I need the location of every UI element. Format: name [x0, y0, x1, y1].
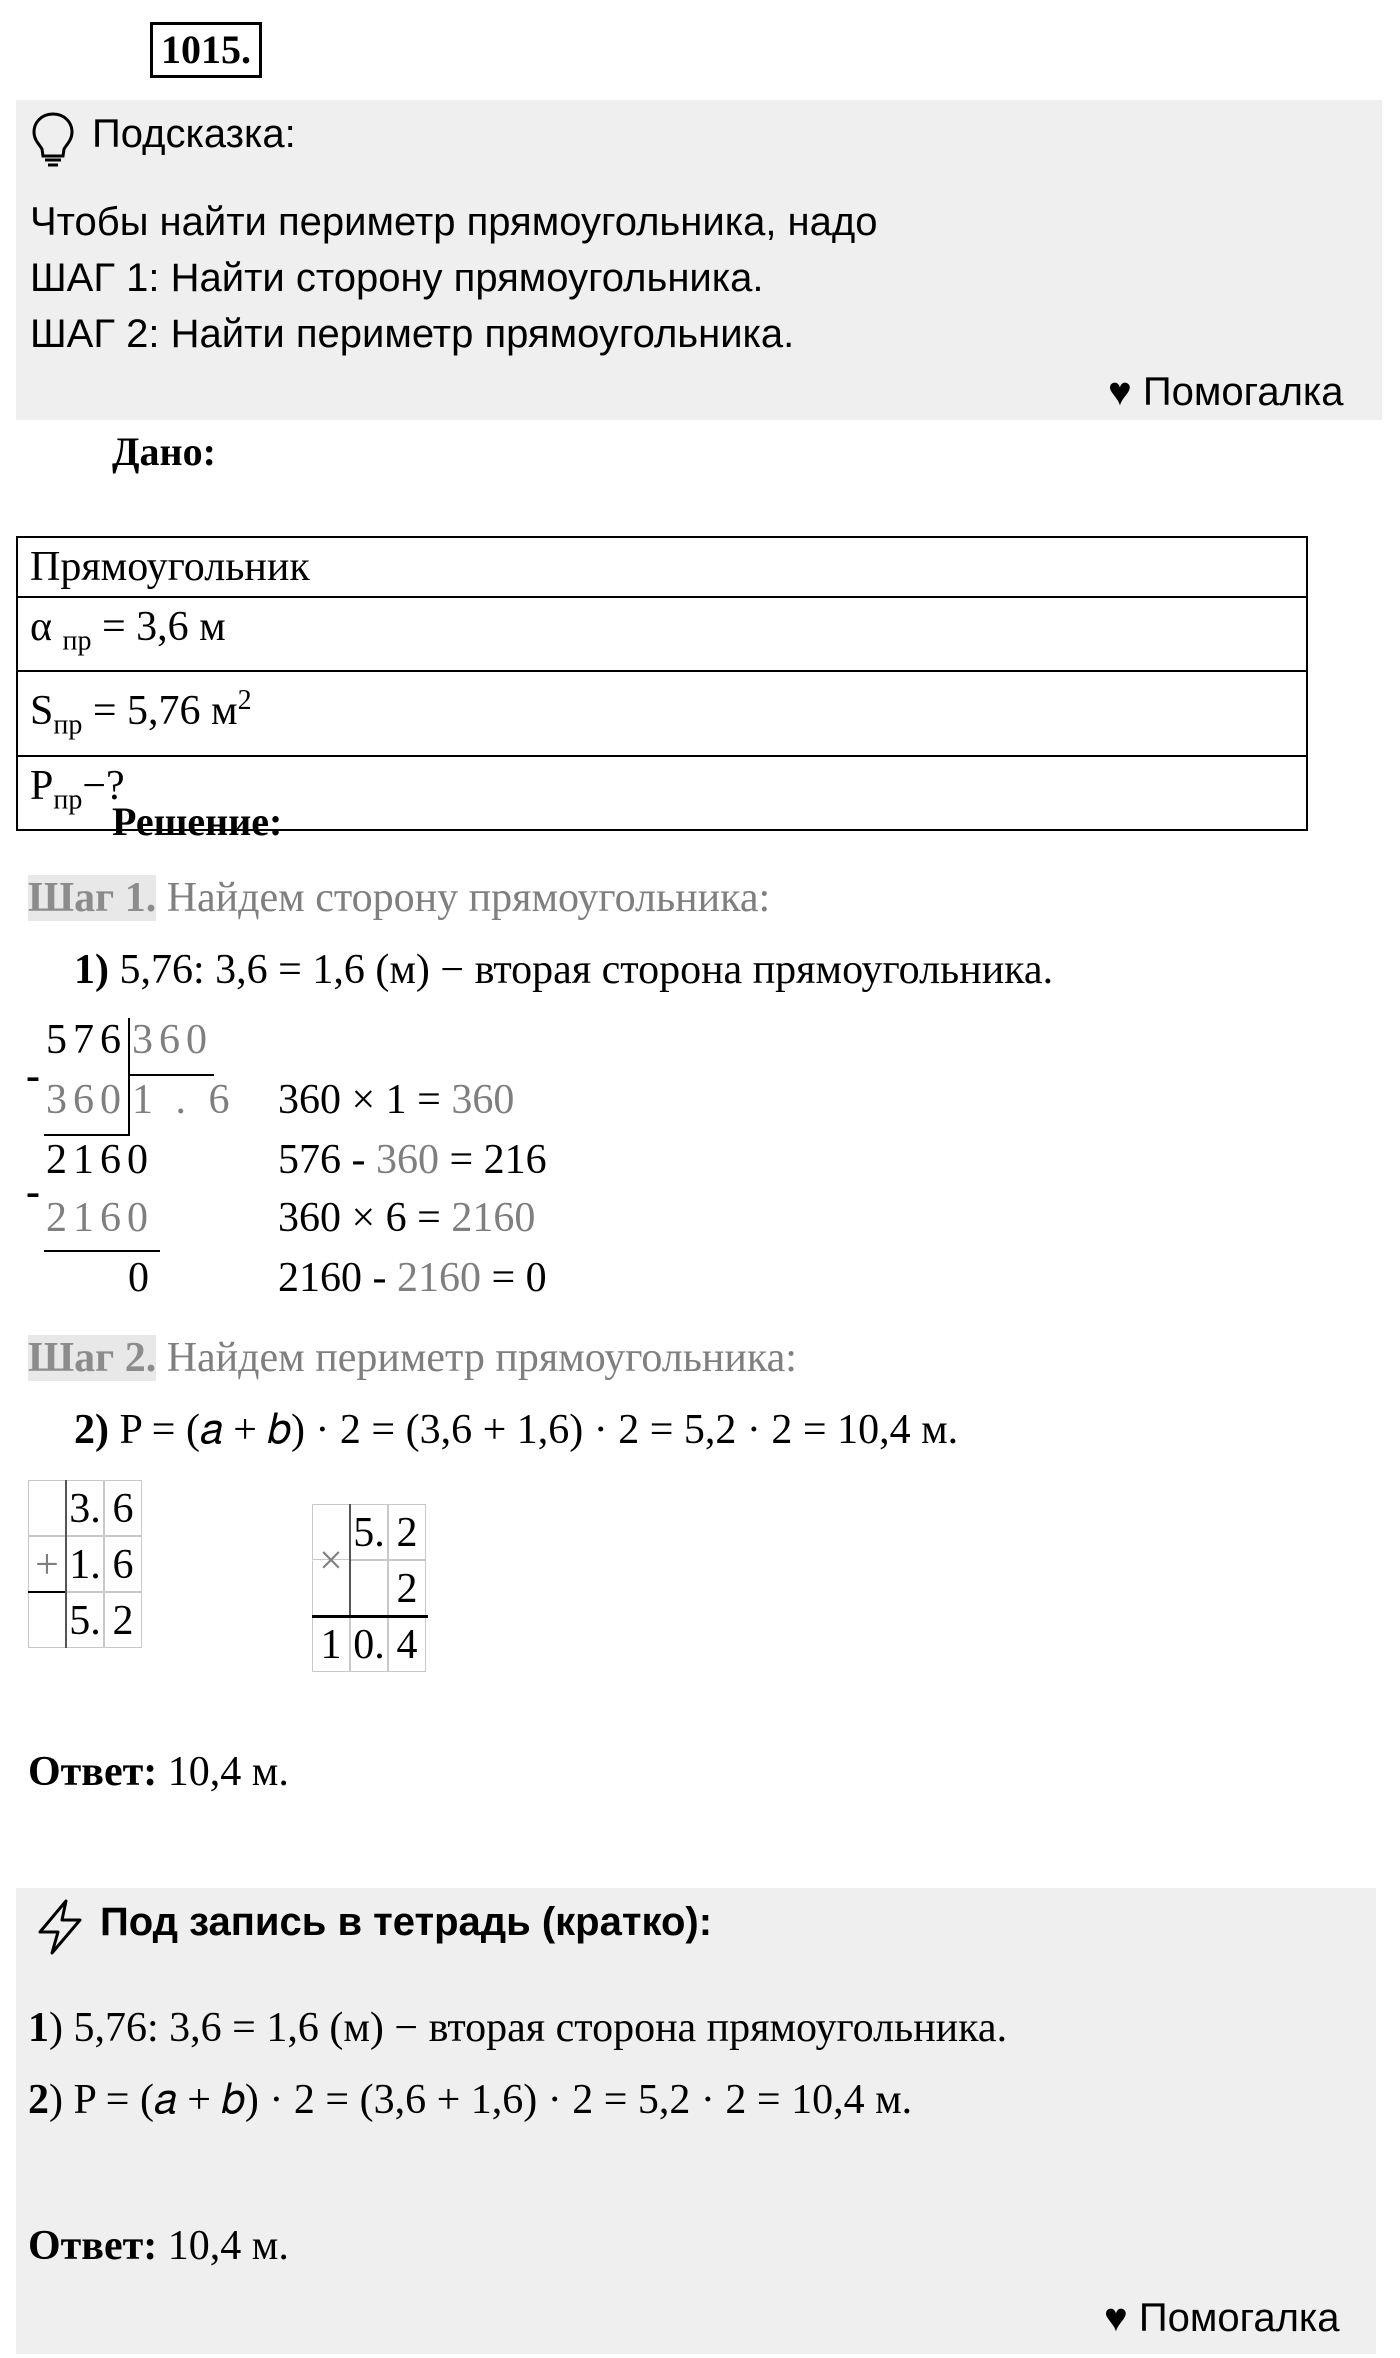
division-minus-1: - — [26, 1053, 40, 1099]
hint-step-2-label: ШАГ 2: — [30, 312, 160, 356]
division-underline-2 — [44, 1250, 160, 1252]
short-line-2: 2) P = (𝑎 + 𝑏) · 2 = (3,6 + 1,6) · 2 = 5,2 · 2 = 10,4 м. — [28, 2077, 913, 2123]
short-answer-value: 10,4 м. — [157, 2223, 289, 2269]
hint-line-1: Чтобы найти периметр прямоугольника, надо — [30, 200, 878, 244]
given-heading: Дано: — [112, 429, 216, 474]
step-1-label: Шаг 1. — [28, 875, 157, 921]
given-cell-perimeter: $P_{пр}-$? — [17, 756, 1307, 830]
division-remainder-final: 0 — [128, 1255, 155, 1301]
division-calc-3: 360 × 6 = 2160 — [278, 1195, 536, 1241]
division-minus-2: - — [26, 1169, 40, 1215]
given-cell-side: α $_{пр}$ = 3,6 м — [17, 597, 1307, 671]
division-quotient: 1 . 6 — [132, 1077, 236, 1123]
short-line-1: 1) 5,76: 3,6 = 1,6 (м) − вторая сторона прямоугольника. — [28, 2005, 1008, 2051]
given-table — [16, 536, 1308, 831]
problem-number: 1015. — [150, 22, 262, 78]
division-subtrahend-1: 360 — [46, 1077, 127, 1123]
lightbulb-icon — [30, 110, 76, 168]
solution-line-2: 2) P = (𝑎 + 𝑏) · 2 = (3,6 + 1,6) · 2 = 5,2 · 2 = 10,4 м. — [74, 1407, 959, 1453]
short-brand-label: Помогалка — [1138, 2296, 1340, 2340]
step-2-text: Найдем периметр прямоугольника: — [156, 1335, 797, 1381]
heart-icon: ♥ — [1108, 370, 1132, 414]
heart-icon: ♥ — [1104, 2296, 1128, 2340]
short-brand — [1104, 2296, 1340, 2341]
lightning-icon — [34, 1898, 86, 1956]
division-remainder-1: 2160 — [46, 1137, 154, 1183]
hint-brand — [1108, 370, 1344, 415]
answer-label: Ответ: — [28, 1749, 158, 1795]
hint-step-1-text: Найти сторону прямоугольника. — [159, 256, 764, 300]
answer-value: 10,4 м. — [157, 1749, 289, 1795]
division-calc-1: 360 × 1 = 360 — [278, 1077, 515, 1123]
step-1-heading — [28, 874, 770, 922]
answer — [28, 1748, 289, 1796]
short-answer-label: Ответ: — [28, 2223, 158, 2269]
given-row — [17, 671, 1307, 755]
hint-step-2 — [30, 312, 794, 357]
hint-brand-label: Помогалка — [1142, 370, 1344, 414]
hint-step-1-label: ШАГ 1: — [30, 256, 160, 300]
division-bracket — [128, 1018, 130, 1136]
solution-line-1: 1) 5,76: 3,6 = 1,6 (м) − вторая сторона прямоугольника. — [74, 947, 1054, 993]
given-cell-area: $S_{пр} = 5,76$ $м^2$ — [17, 671, 1307, 755]
short-title: Под запись в тетрадь (кратко): — [100, 1900, 713, 1944]
hint-title: Подсказка: — [92, 112, 296, 156]
step-1-text: Найдем сторону прямоугольника: — [156, 875, 771, 921]
hint-step-1 — [30, 256, 764, 301]
short-answer — [28, 2222, 289, 2270]
division-subtrahend-2: 2160 — [46, 1195, 154, 1241]
given-row — [17, 537, 1307, 597]
hint-step-2-text: Найти периметр прямоугольника. — [159, 312, 795, 356]
step-2-label: Шаг 2. — [28, 1335, 157, 1381]
step-2-heading — [28, 1334, 797, 1382]
division-divisor: 360 — [132, 1017, 213, 1063]
given-cell-figure: Прямоугольник — [17, 537, 1307, 597]
solution-heading: Решение: — [112, 799, 283, 844]
division-dividend: 576 — [46, 1017, 127, 1063]
division-calc-4: 2160 - 2160 = 0 — [278, 1255, 547, 1301]
division-calc-2: 576 - 360 = 216 — [278, 1137, 547, 1183]
given-row — [17, 597, 1307, 671]
